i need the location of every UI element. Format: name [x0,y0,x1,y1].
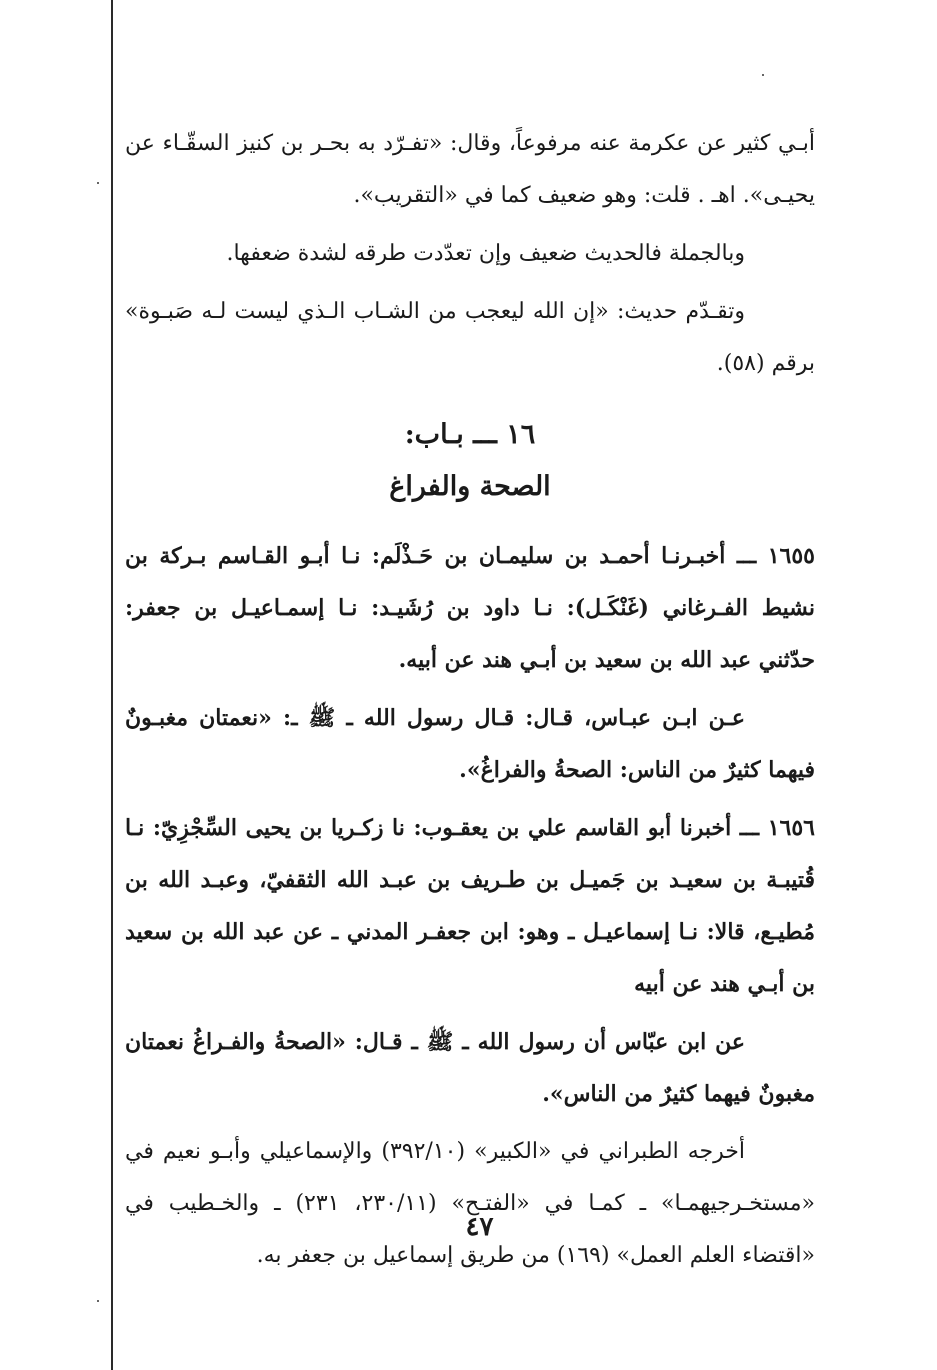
scan-speck [762,74,764,76]
paragraph-cross-reference: وتقـدّم حديث: «إن الله ليعجب من الشـاب الـذي ليست لـه صَبـوة» برقم (٥٨). [125,299,815,376]
chapter-title: الصحة والفراغ [389,471,551,502]
hadith-1655-isnad: ١٦٥٥ ـــ أخبـرنـا أحمـد بن سليمـان بن حَـذْلَم: نـا أبـو القـاسم بـركة بن نشيط الفـرغاني (غَنْكَـل): نـا داود بن رُشَيـد: نـا إسمـاعيـل بن جعفر: حدّثني عبد الله بن سعيد بن أبـي هند عن أبيه. [125,543,815,673]
chapter-number: ١٦ ـــ بـاب: [404,419,536,450]
hadith-1656-isnad: ١٦٥٦ ـــ أخبرنا أبو القاسم علي بن يعقـوب: نا زكـريا بن يحيى السِّجْزِيّ: نـا قُتيبـة بن سعيـد بن جَميـل بن طـريف بن عبـد الله الثقفيّ، وعبـد الله بن مُطيـع، قالا: نـا إسماعيـل ـ وهو: ابن جعفـر المدني ـ عن عبد الله بن سعيد بن أبـي هند عن أبيه [125,815,815,997]
hadith-1655-matn: عـن ابـن عبـاس، قـال: قـال رسول الله ـ ﷺ ـ: «نعمتان مغبـونٌ فيهما كثيرٌ من الناس: الصحةُ والفراغُ». [125,705,815,783]
scan-speck [97,1300,99,1302]
paragraph-conclusion: وبالجملة فالحديث ضعيف وإن تعدّدت طرقه لشدة ضعفها. [226,241,745,266]
scan-speck [97,182,99,184]
takhrij-paragraph: أخرجه الطبراني في «الكبير» (٣٩٢/١٠) والإسماعيلي وأبـو نعيم في «مستخـرجيهمـا» ـ كمـا في «الفتـح» (٢٣٠/١١، ٢٣١) ـ والخـطيب في «اقتضاء العلم العمل» (١٦٩) من طريق إسماعيل بن جعفر به. [125,1139,815,1268]
paragraph-continuation: أبـي كثير عن عكرمة عنه مرفوعاً، وقال: «تفـرّد به بحـر بن كنيز السقّـاء عن يحيـى». اهـ . قلت: وهو ضعيف كما في «التقريب». [125,131,815,208]
left-margin-line [111,0,113,1370]
hadith-1656-matn: عن ابن عبّاس أن رسول الله ـ ﷺ ـ قـال: «الصحةُ والفـراغُ نعمتان مغبونٌ فيهما كثيرٌ من الناس». [125,1029,815,1107]
page-body [125,118,815,1288]
page-number: ٤٧ [465,1212,494,1242]
